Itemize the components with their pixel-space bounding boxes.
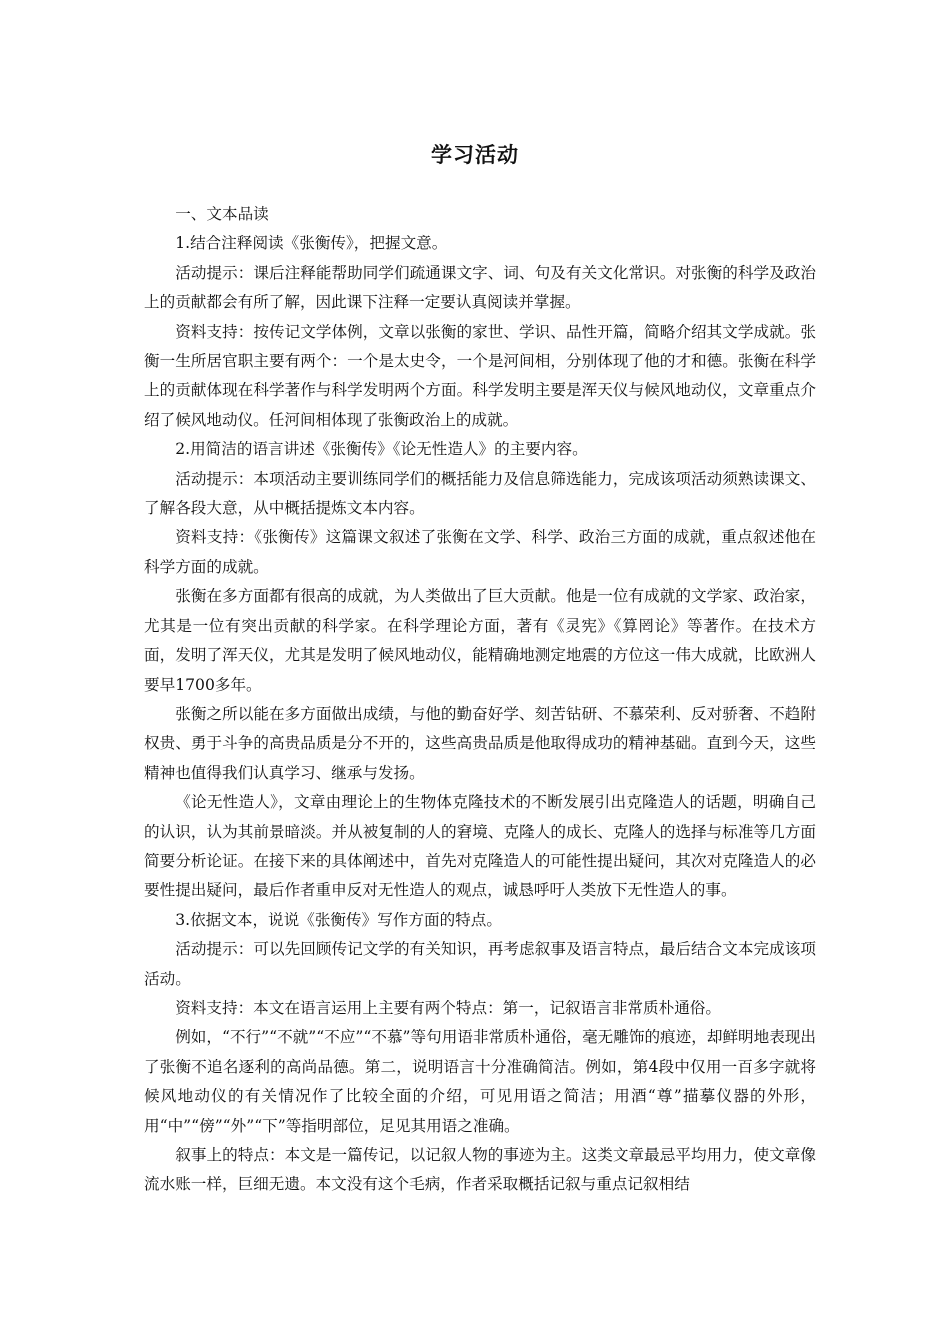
question-1: 1.结合注释阅读《张衡传》，把握文意。 bbox=[175, 234, 448, 253]
activity-hint-3: 活动提示：可以先回顾传记文学的有关知识，再考虑叙事及语言特点，最后结合文本完成该项活动。 bbox=[144, 940, 816, 988]
question-3: 3.依据文本，说说《张衡传》写作方面的特点。 bbox=[175, 910, 502, 929]
question-2: 2.用简洁的语言讲述《张衡传》《论无性造人》的主要内容。 bbox=[175, 440, 588, 459]
body-paragraph: 叙事上的特点：本文是一篇传记，以记叙人物的事迹为主。这类文章最忌平均用力，使文章像流水账一样，巨细无遗。本文没有这个毛病，作者采取概括记叙与重点记叙相结 bbox=[144, 1146, 816, 1194]
page-title: 学习活动 bbox=[431, 143, 519, 167]
section-heading: 一、文本品读 bbox=[175, 205, 269, 223]
body-paragraph: 张衡在多方面都有很高的成就，为人类做出了巨大贡献。他是一位有成就的文学家、政治家，尤其是一位有突出贡献的科学家。在科学理论方面，著有《灵宪》《算罔论》等著作。在技术方面，发明了浑天仪，尤其是发明了候风地动仪，能精确地测定地震的方位这一伟大成就，比欧洲人要早1700多年。 bbox=[144, 587, 816, 694]
document-body bbox=[144, 200, 816, 1200]
body-paragraph: 《论无性造人》，文章由理论上的生物体克隆技术的不断发展引出克隆造人的话题，明确自己的认识，认为其前景暗淡。并从被复制的人的窘境、克隆人的成长、克隆人的选择与标准等几方面简要分析论证。在接下来的具体阐述中，首先对克隆造人的可能性提出疑问，其次对克隆造人的必要性提出疑问，最后作者重申反对无性造人的观点，诚恳呼吁人类放下无性造人的事。 bbox=[144, 793, 816, 900]
activity-hint-1: 活动提示：课后注释能帮助同学们疏通课文字、词、句及有关文化常识。对张衡的科学及政治上的贡献都会有所了解，因此课下注释一定要认真阅读并掌握。 bbox=[144, 263, 816, 312]
material-support-2: 资料支持：《张衡传》这篇课文叙述了张衡在文学、科学、政治三方面的成就，重点叙述他在科学方面的成就。 bbox=[144, 528, 816, 576]
body-paragraph: 例如，“不行”“不就”“不应”“不慕”等句用语非常质朴通俗，毫无雕饰的痕迹，却鲜明地表现出了张衡不追名逐利的高尚品德。第二，说明语言十分准确简洁。例如，第4段中仅用一百多字就将候风地动仪的有关情况作了比较全面的介绍，可见用语之简洁；用酒“尊”描摹仪器的外形，用“中”“傍”“外”“下”等指明部位，足见其用语之准确。 bbox=[144, 1028, 816, 1135]
activity-hint-2: 活动提示：本项活动主要训练同学们的概括能力及信息筛选能力，完成该项活动须熟读课文、了解各段大意，从中概括提炼文本内容。 bbox=[144, 469, 816, 518]
material-support-1: 资料支持：按传记文学体例，文章以张衡的家世、学识、品性开篇，简略介绍其文学成就。张衡一生所居官职主要有两个：一个是太史令，一个是河间相，分别体现了他的才和德。张衡在科学上的贡献体现在科学著作与科学发明两个方面。科学发明主要是浑天仪与候风地动仪，文章重点介绍了候风地动仪。任河间相体现了张衡政治上的成就。 bbox=[144, 322, 816, 429]
body-paragraph: 张衡之所以能在多方面做出成绩，与他的勤奋好学、刻苦钻研、不慕荣利、反对骄奢、不趋附权贵、勇于斗争的高贵品质是分不开的，这些高贵品质是他取得成功的精神基础。直到今天，这些精神也值得我们认真学习、继承与发扬。 bbox=[144, 704, 816, 782]
material-support-3: 资料支持：本文在语言运用上主要有两个特点：第一，记叙语言非常质朴通俗。 bbox=[175, 998, 721, 1017]
